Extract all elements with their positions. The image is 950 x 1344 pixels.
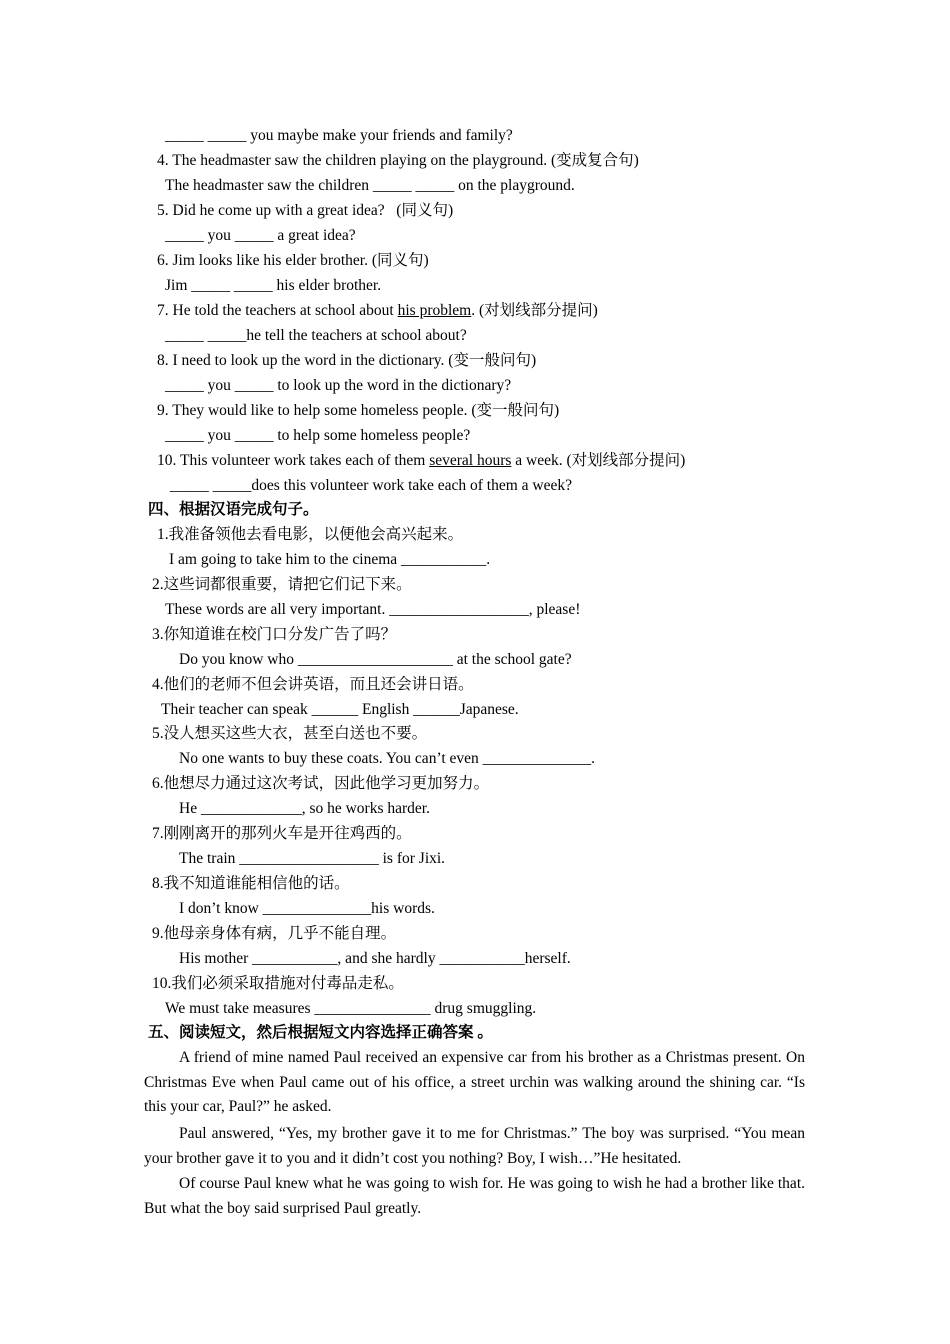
s4-item-5-english: No one wants to buy these coats. You can’t even ______________.: [179, 750, 596, 767]
s4-item-10-english: We must take measures _______________ drug smuggling.: [165, 1000, 537, 1017]
s3-answer-8: _____ you _____ to look up the word in the dictionary?: [165, 377, 512, 394]
s4-item-7-english: The train __________________ is for Jixi.: [179, 850, 446, 867]
q10-text-end: a week. (对划线部分提问): [511, 452, 686, 469]
s4-item-7-chinese: 7.刚刚离开的那列火车是开往鸡西的。: [152, 825, 412, 842]
reading-paragraph-2: Paul answered, “Yes, my brother gave it to me for Christmas.” The boy was surprised. “You mean your brother gave it to you and it didn’t cost you nothing? Boy, I wish…”He hesitated.: [144, 1125, 805, 1167]
s4-item-6-english: He _____________, so he works harder.: [179, 800, 430, 817]
s3-answer-5: _____ you _____ a great idea?: [165, 227, 356, 244]
s4-item-1-english: I am going to take him to the cinema ___________.: [169, 551, 491, 568]
reading-paragraph-3: Of course Paul knew what he was going to wish for. He was going to wish he had a brother like that. But what the boy said surprised Paul greatly.: [144, 1175, 805, 1217]
s4-item-10-chinese: 10.我们必须采取措施对付毒品走私。: [152, 975, 404, 992]
s3-question-8: 8. I need to look up the word in the dictionary. (变一般问句): [157, 352, 537, 369]
reading-paragraph-1: A friend of mine named Paul received an expensive car from his brother as a Christmas present. On Christmas Eve when Paul came out of his office, a street urchin was walking around the shining car. “Is this your car, Paul?” he asked.: [144, 1049, 805, 1115]
s4-item-8-english: I don’t know ______________his words.: [179, 900, 435, 917]
q7-underlined-text: his problem: [397, 302, 472, 319]
s3-answer-4: The headmaster saw the children _____ _____ on the playground.: [165, 177, 575, 194]
q7-text-start: 7. He told the teachers at school about: [157, 302, 398, 319]
s3-answer-line-3: _____ _____ you maybe make your friends and family?: [165, 127, 513, 144]
section-4-heading: 四、根据汉语完成句子。: [148, 501, 319, 518]
s3-question-7: [157, 300, 598, 322]
q10-text-start: 10. This volunteer work takes each of them: [157, 452, 430, 469]
s4-item-2-english: These words are all very important. __________________, please!: [165, 601, 581, 618]
s3-question-9: 9. They would like to help some homeless people. (变一般问句): [157, 402, 560, 419]
s3-answer-7: _____ _____he tell the teachers at school about?: [165, 327, 467, 344]
s4-item-9-english: His mother ___________, and she hardly ___________herself.: [179, 950, 571, 967]
s4-item-4-english: Their teacher can speak ______ English ______Japanese.: [161, 701, 519, 718]
s3-answer-6: Jim _____ _____ his elder brother.: [165, 277, 382, 294]
s3-answer-10: _____ _____does this volunteer work take each of them a week?: [170, 477, 573, 494]
q10-underlined-text: several hours: [429, 452, 512, 469]
s4-item-3-english: Do you know who ____________________ at the school gate?: [179, 651, 572, 668]
s4-item-8-chinese: 8.我不知道谁能相信他的话。: [152, 875, 350, 892]
s4-item-9-chinese: 9.他母亲身体有病，几乎不能自理。: [152, 925, 397, 942]
s4-item-6-chinese: 6.他想尽力通过这次考试，因此他学习更加努力。: [152, 775, 490, 792]
s3-question-4: 4. The headmaster saw the children playing on the playground. (变成复合句): [157, 152, 639, 169]
s3-question-6: 6. Jim looks like his elder brother. (同义句): [157, 252, 429, 269]
s4-item-2-chinese: 2.这些词都很重要，请把它们记下来。: [152, 576, 412, 593]
s3-answer-9: _____ you _____ to help some homeless people?: [165, 427, 471, 444]
section-5-heading: 五、阅读短文，然后根据短文内容选择正确答案 。: [148, 1024, 493, 1041]
s3-question-10: [157, 450, 685, 472]
s4-item-3-chinese: 3.你知道谁在校门口分发广告了吗？: [152, 626, 397, 643]
q7-text-end: . (对划线部分提问): [471, 302, 598, 319]
s3-question-5: 5. Did he come up with a great idea? (同义句): [157, 202, 454, 219]
s4-item-5-chinese: 5.没人想买这些大衣，甚至白送也不要。: [152, 725, 428, 742]
s4-item-1-chinese: 1.我准备领他去看电影，以便他会高兴起来。: [157, 526, 464, 543]
s4-item-4-chinese: 4.他们的老师不但会讲英语，而且还会讲日语。: [152, 676, 474, 693]
